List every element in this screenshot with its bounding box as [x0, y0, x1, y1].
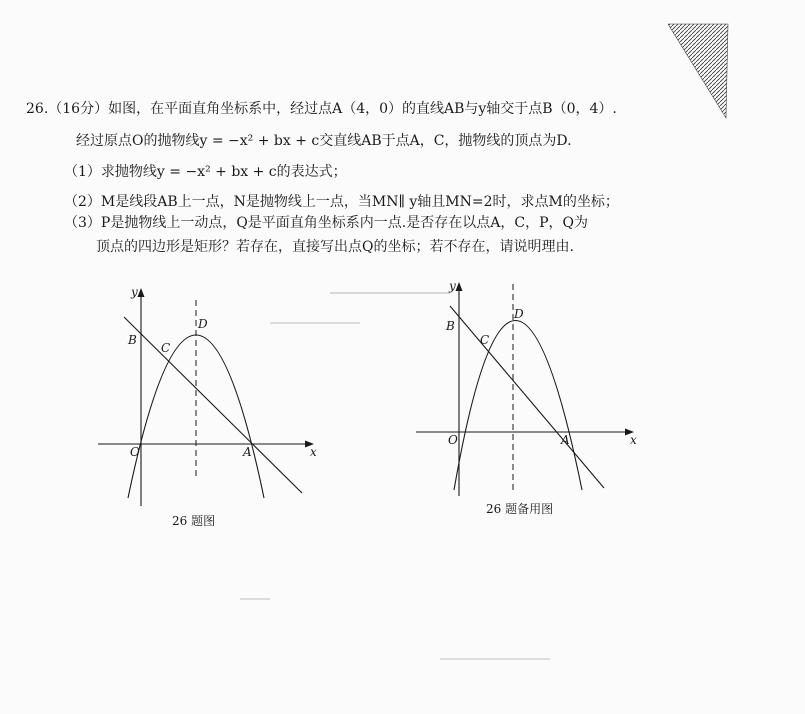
figure-main-graph [90, 280, 320, 520]
line-ab [124, 317, 302, 493]
label-c: C [480, 333, 490, 347]
problem-intro-line-2: 经过原点O的抛物线y = −x² + bx + c交直线AB于点A，C，抛物线的顶点为D. [76, 133, 572, 149]
question-3-line-1: （3）P是抛物线上一动点，Q是平面直角坐标系内一点.是否存在以点A，C，P，Q为 [64, 215, 588, 231]
label-y: y [449, 279, 456, 293]
label-o: O [448, 433, 458, 447]
y-axis-arrow [138, 288, 145, 297]
problem-intro-line-1: 26.（16分）如图，在平面直角坐标系中，经过点A（4，0）的直线AB与y轴交于点B（0，4）. [26, 101, 617, 117]
label-d: D [198, 317, 208, 331]
label-a: A [561, 433, 570, 447]
label-b: B [128, 333, 137, 347]
label-c: C [161, 341, 171, 355]
question-3-line-2: 顶点的四边形是矩形？若存在，直接写出点Q的坐标；若不存在，请说明理由. [96, 239, 574, 255]
scan-noise [240, 598, 270, 600]
figure-spare-caption: 26 题备用图 [486, 502, 554, 516]
label-x: x [310, 445, 317, 459]
figure-main-caption: 26 题图 [172, 514, 216, 528]
label-o: O [130, 445, 140, 459]
parabola [454, 321, 582, 491]
scan-noise [440, 658, 550, 660]
question-2: （2）M是线段AB上一点，N是抛物线上一点，当MN∥ y轴且MN=2时，求点M的坐标； [64, 194, 619, 210]
label-d: D [514, 307, 524, 321]
corner-scan-decoration [668, 18, 805, 123]
question-1: （1）求抛物线y = −x² + bx + c的表达式； [64, 164, 347, 180]
y-axis-arrow [456, 282, 463, 291]
label-y: y [131, 285, 138, 299]
figure-spare-graph [408, 276, 638, 506]
label-a: A [243, 445, 252, 459]
label-b: B [446, 319, 455, 333]
label-x: x [630, 433, 637, 447]
